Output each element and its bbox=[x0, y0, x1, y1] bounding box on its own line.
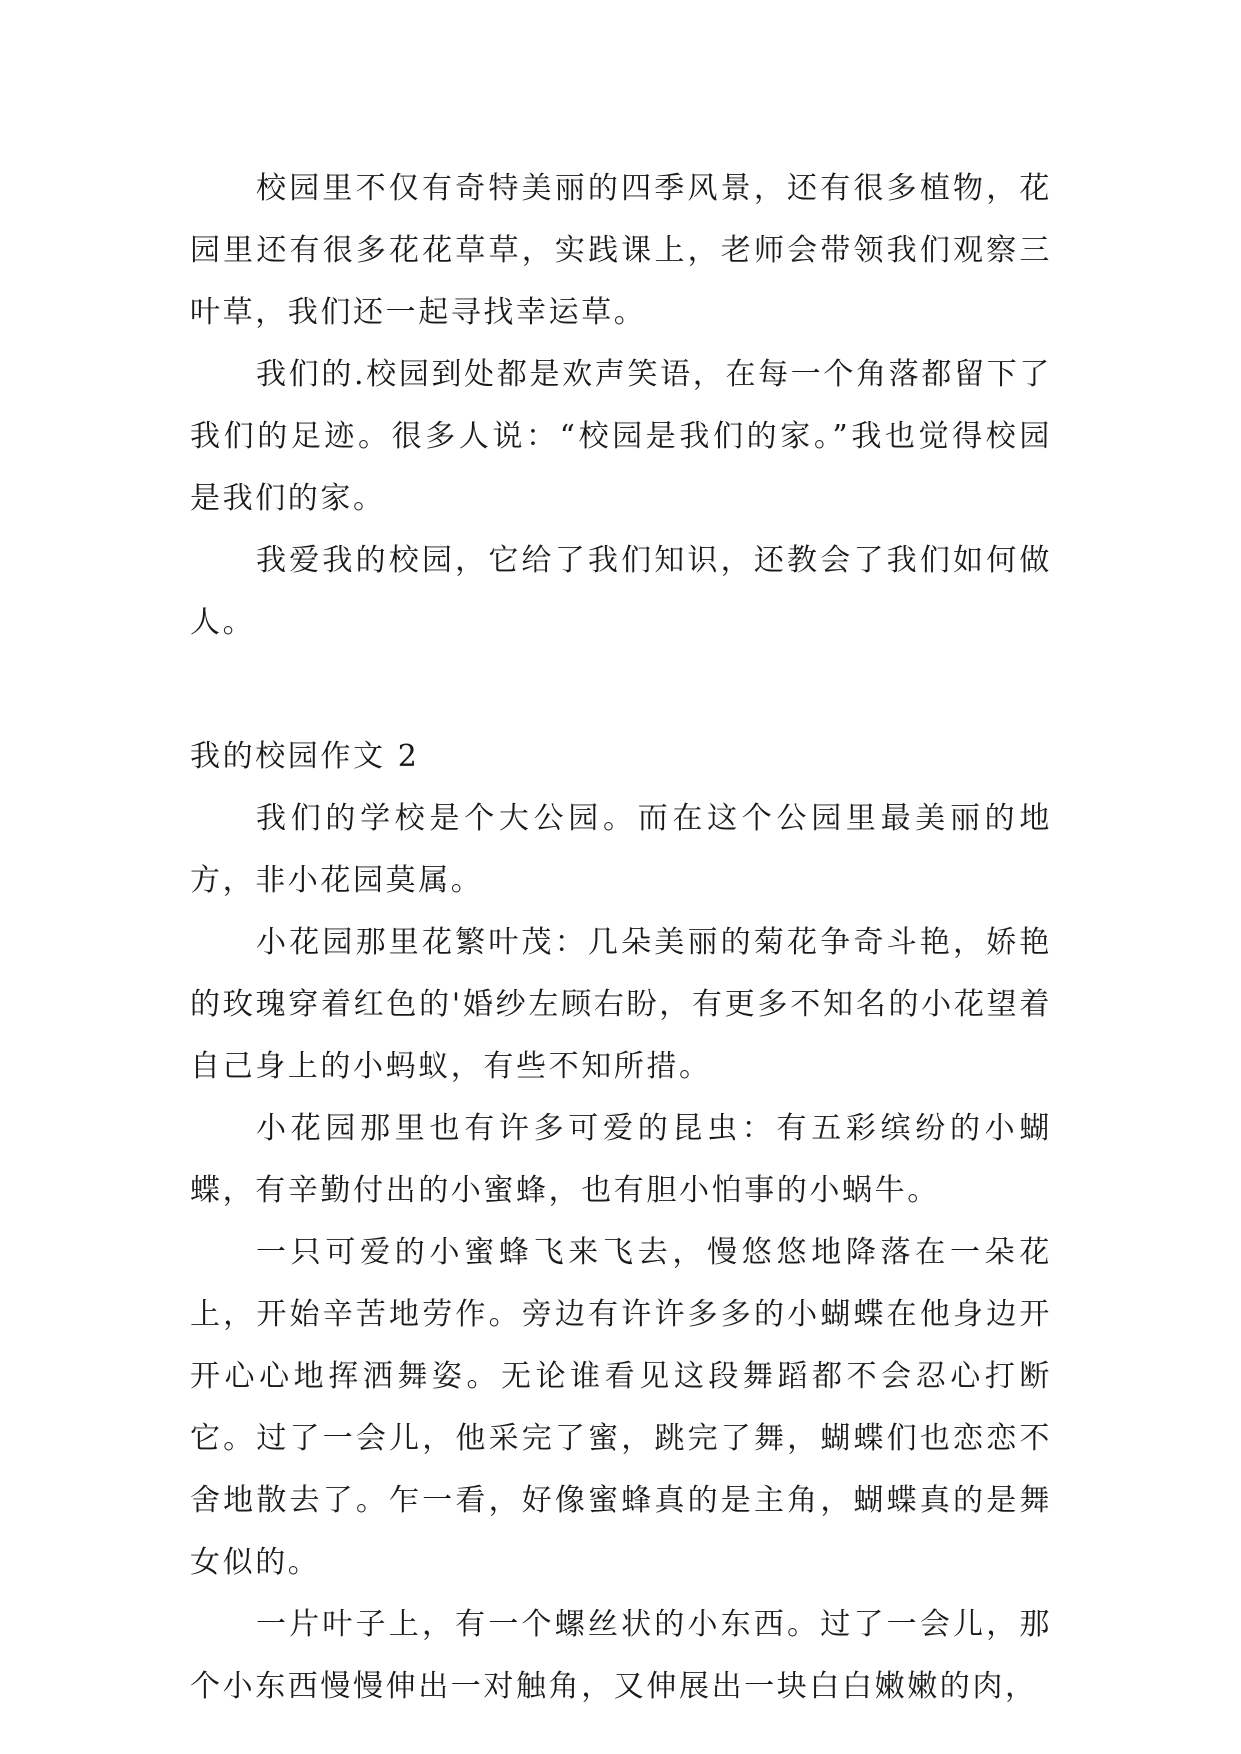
essay-title: 我的校园作文 2 bbox=[190, 739, 420, 774]
paragraph: 小花园那里花繁叶茂：几朵美丽的菊花争奇斗艳，娇艳的玫瑰穿着红色的'婚纱左顾右盼，有更多不知名的小花望着自己身上的小蚂蚁，有些不知所措。 bbox=[190, 925, 1052, 1084]
paragraph: 一只可爱的小蜜蜂飞来飞去，慢悠悠地降落在一朵花上，开始辛苦地劳作。旁边有许许多多的小蝴蝶在他身边开开心心地挥洒舞姿。无论谁看见这段舞蹈都不会忍心打断它。过了一会儿，他采完了蜜，跳完了舞，蝴蝶们也恋恋不舍地散去了。乍一看，好像蜜蜂真的是主角，蝴蝶真的是舞女似的。 bbox=[190, 1235, 1052, 1580]
section-spacer bbox=[190, 654, 1052, 726]
paragraph: 校园里不仅有奇特美丽的四季风景，还有很多植物，花园里还有很多花花草草，实践课上，老师会带领我们观察三叶草，我们还一起寻找幸运草。 bbox=[190, 171, 1052, 330]
paragraph: 一片叶子上，有一个螺丝状的小东西。过了一会儿，那个小东西慢慢伸出一对触角，又伸展出一块白白嫩嫩的肉， bbox=[190, 1607, 1052, 1704]
paragraph: 我们的.校园到处都是欢声笑语，在每一个角落都留下了我们的足迹。很多人说：“校园是我们的家。”我也觉得校园是我们的家。 bbox=[190, 357, 1052, 516]
paragraph: 我爱我的校园，它给了我们知识，还教会了我们如何做人。 bbox=[190, 543, 1052, 640]
document-body bbox=[190, 158, 1052, 1718]
paragraph: 我们的学校是个大公园。而在这个公园里最美丽的地方，非小花园莫属。 bbox=[190, 801, 1052, 898]
paragraph: 小花园那里也有许多可爱的昆虫：有五彩缤纷的小蝴蝶，有辛勤付出的小蜜蜂，也有胆小怕事的小蜗牛。 bbox=[190, 1111, 1052, 1208]
